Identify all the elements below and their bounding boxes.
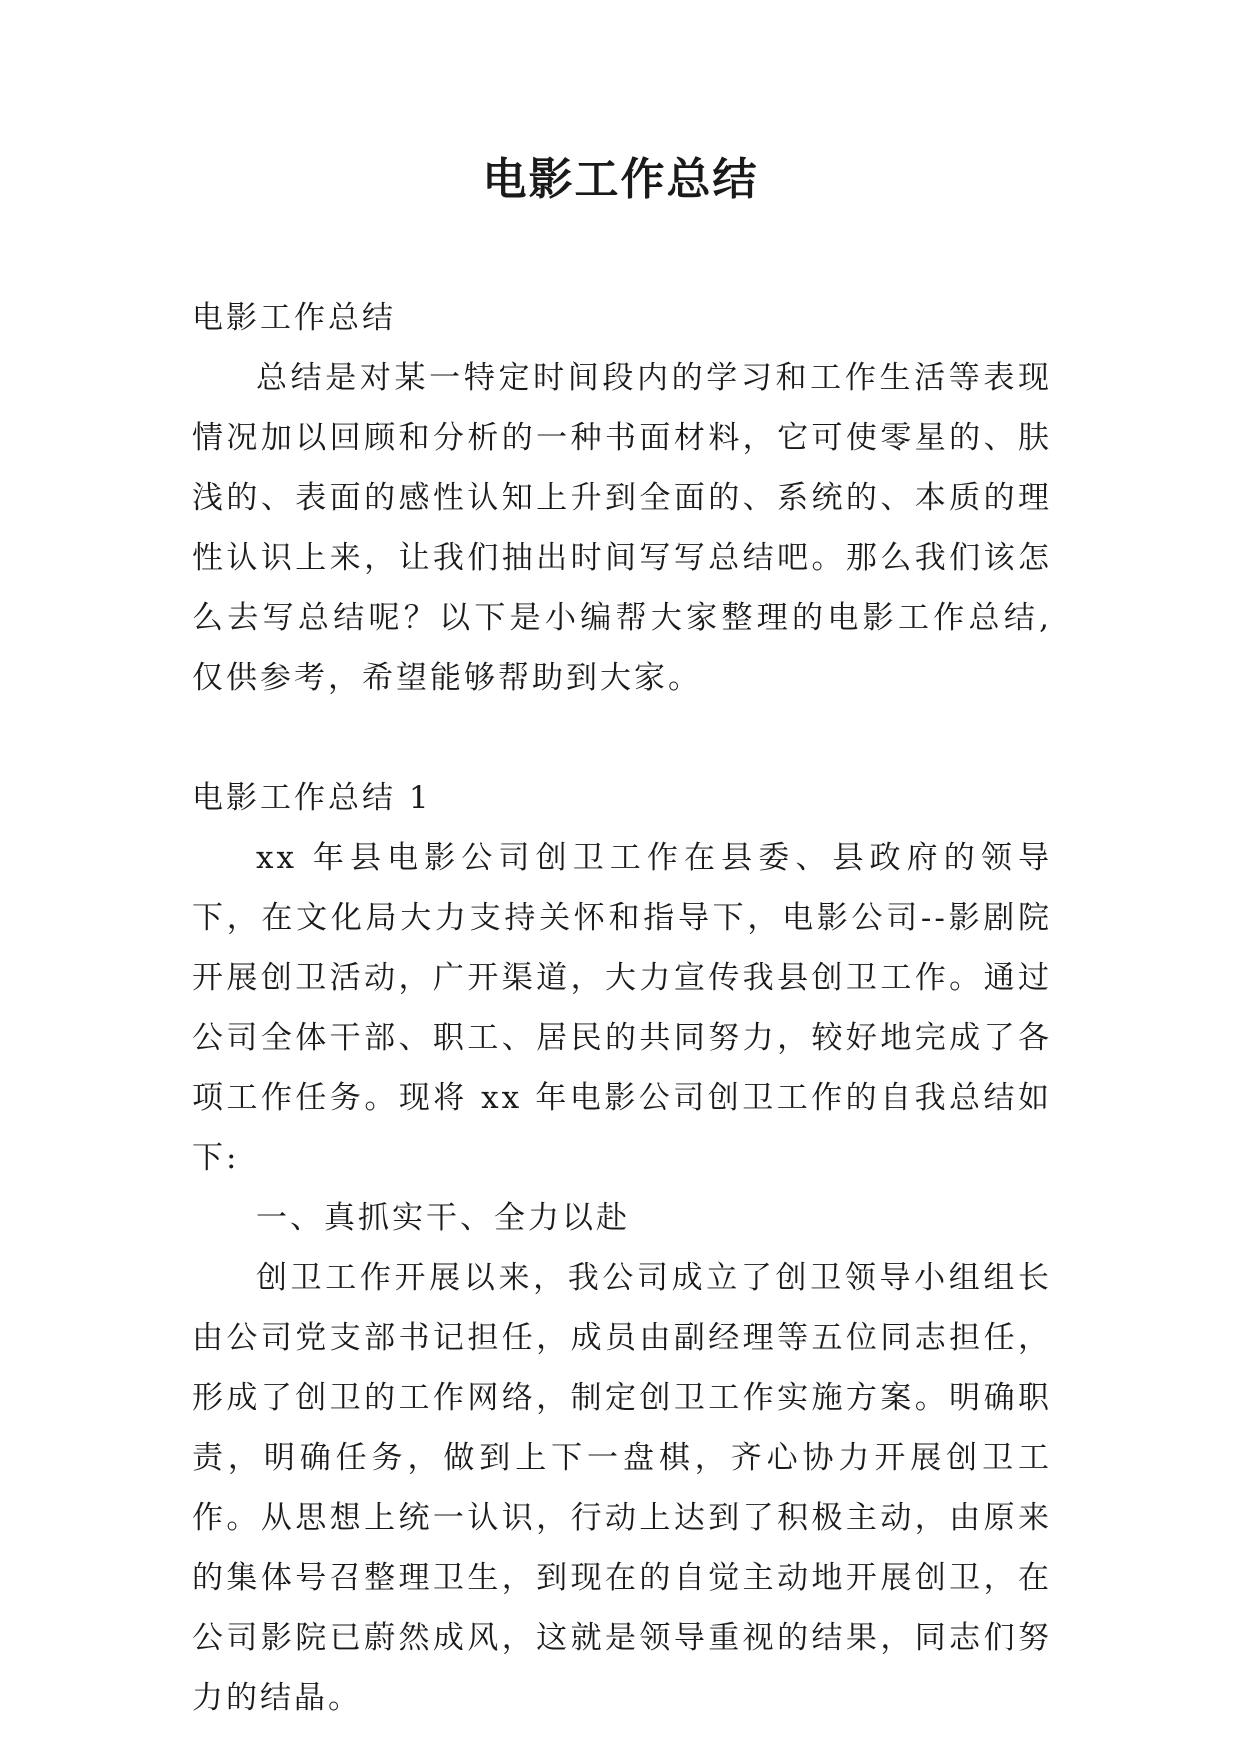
- document-title: 电影工作总结: [482, 154, 759, 205]
- section-heading: 电影工作总结 1: [192, 780, 432, 816]
- intro-paragraph: 总结是对某一特定时间段内的学习和工作生活等表现情况加以回顾和分析的一种书面材料，它可使零星的、肤浅的、表面的感性认知上升到全面的、系统的、本质的理性认识上来，让我们抽出时间写写总结吧。那么我们该怎么去写总结呢？以下是小编帮大家整理的电影工作总结,仅供参考，希望能够帮助到大家。: [192, 360, 1052, 696]
- document-body: [192, 288, 1052, 1728]
- subsection-paragraph: 创卫工作开展以来，我公司成立了创卫领导小组组长由公司党支部书记担任，成员由副经理等五位同志担任，形成了创卫的工作网络，制定创卫工作实施方案。明确职责，明确任务，做到上下一盘棋，齐心协力开展创卫工作。从思想上统一认识，行动上达到了积极主动，由原来的集体号召整理卫生，到现在的自觉主动地开展创卫，在公司影院已蔚然成风，这就是领导重视的结果，同志们努力的结晶。: [192, 1260, 1052, 1716]
- intro-heading: 电影工作总结: [192, 300, 396, 336]
- subsection-heading: 一、真抓实干、全力以赴: [256, 1200, 630, 1236]
- section-paragraph: xx 年县电影公司创卫工作在县委、县政府的领导下，在文化局大力支持关怀和指导下，电影公司--影剧院开展创卫活动，广开渠道，大力宣传我县创卫工作。通过公司全体干部、职工、居民的共同努力，较好地完成了各项工作任务。现将 xx 年电影公司创卫工作的自我总结如下:: [192, 840, 1052, 1176]
- paragraph-spacer: [192, 708, 1052, 768]
